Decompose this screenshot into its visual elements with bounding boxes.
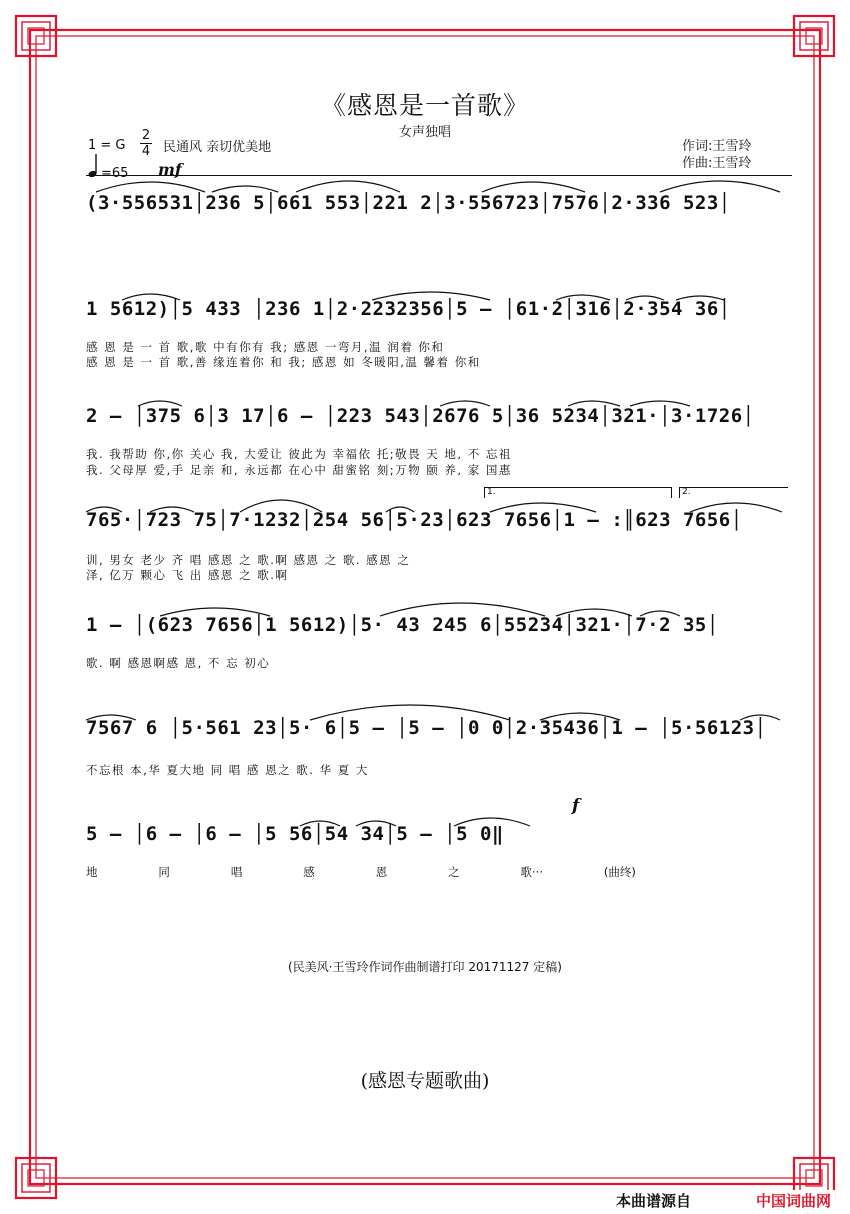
- key-signature: 1 = G: [88, 138, 126, 153]
- first-ending-label: 1.: [487, 487, 496, 497]
- song-title: 《感恩是一首歌》: [320, 91, 529, 120]
- lyricist-credit: 作词:王雪玲: [682, 139, 752, 154]
- performance-type: 女声独唱: [398, 125, 451, 140]
- score-row-5: 1 – │(623 7656│1 5612)│5· 43 245 6│55234│321·│7·2 35│: [86, 614, 719, 636]
- lyric-verse-1-line-2: 我. 我帮助 你,你 关心 我, 大爱让 彼此为 幸福依 托;敬畏 天 地, 不 忘祖: [86, 447, 512, 461]
- lyric-verse-2-line-3: 泽, 亿万 颗心 飞 出 感恩 之 歌.啊: [86, 568, 289, 582]
- source-label: 本曲谱源自: [612, 1190, 695, 1211]
- lyric-word: 感: [303, 865, 315, 879]
- lyric-verse-2-line-1: 感 恩 是 一 首 歌,善 缘连着你 和 我; 感恩 如 冬暖阳,温 馨着 你和: [86, 355, 481, 369]
- second-ending-label: 2.: [682, 487, 691, 497]
- score-row-3: 2 – │375 6│3 17│6 – │223 543│2676 5│36 5234│321·│3·1726│: [86, 405, 755, 427]
- style-marking: 民通风 亲切优美地: [163, 140, 272, 155]
- lyric-word: 唱: [230, 865, 243, 879]
- score-row-6: 7567 6 │5·561 23│5· 6│5 – │5 – │0 0│2·35436│1 – │5·56123│: [86, 717, 767, 739]
- lyric-word: 歌···: [520, 865, 543, 879]
- lyric-line-5: 不忘根 本,华 夏大地 同 唱 感 恩之 歌. 华 夏 大: [86, 763, 369, 777]
- dynamic-f: f: [572, 796, 580, 816]
- lyric-line-4: 歌. 啊 感恩啊感 恩, 不 忘 初心: [86, 656, 271, 670]
- end-marking: (曲终): [603, 865, 636, 879]
- time-signature-bottom: 4: [141, 144, 151, 159]
- lyric-verse-1-line-1: 感 恩 是 一 首 歌,歌 中有你有 我; 感恩 一弯月,温 润着 你和: [86, 340, 445, 354]
- score-row-4: 765·│723 75│7·1232│254 56│5·23│623 7656│1 – :║623 7656│: [86, 509, 743, 531]
- lyric-verse-2-line-2: 我. 父母厚 爱,手 足亲 和, 永远都 在心中 甜蜜铭 刻;万物 颐 养, 家 国惠: [86, 463, 512, 477]
- time-signature-top: 2: [141, 128, 151, 143]
- topic-caption: (感恩专题歌曲): [360, 1070, 490, 1092]
- lyric-word: 同: [158, 865, 170, 879]
- lyric-verse-1-line-3: 训, 男女 老少 齐 唱 感恩 之 歌.啊 感恩 之 歌. 感恩 之: [86, 553, 411, 567]
- source-site-link[interactable]: 中国词曲网: [752, 1190, 835, 1211]
- dynamic-mf: mf: [158, 160, 182, 179]
- lyric-word: 地: [86, 865, 98, 879]
- score-row-1: (3·556531│236 5│661 553│221 2│3·556723│7576│2·336 523│: [86, 192, 731, 214]
- score-row-2: 1 5612)│5 433 │236 1│2·2232356│5 – │61·2│316│2·354 36│: [86, 298, 731, 320]
- tempo-marking: =65: [101, 166, 129, 181]
- lyric-word: 之: [448, 865, 460, 879]
- composer-credit: 作曲:王雪玲: [682, 156, 752, 171]
- lyric-word: 恩: [375, 865, 388, 879]
- score-row-7: 5 – │6 – │6 – │5 56│54 34│5 – │5 0‖: [86, 823, 504, 845]
- print-footnote: (民美风·王雪玲作词作曲制谱打印 20171127 定稿): [288, 960, 562, 974]
